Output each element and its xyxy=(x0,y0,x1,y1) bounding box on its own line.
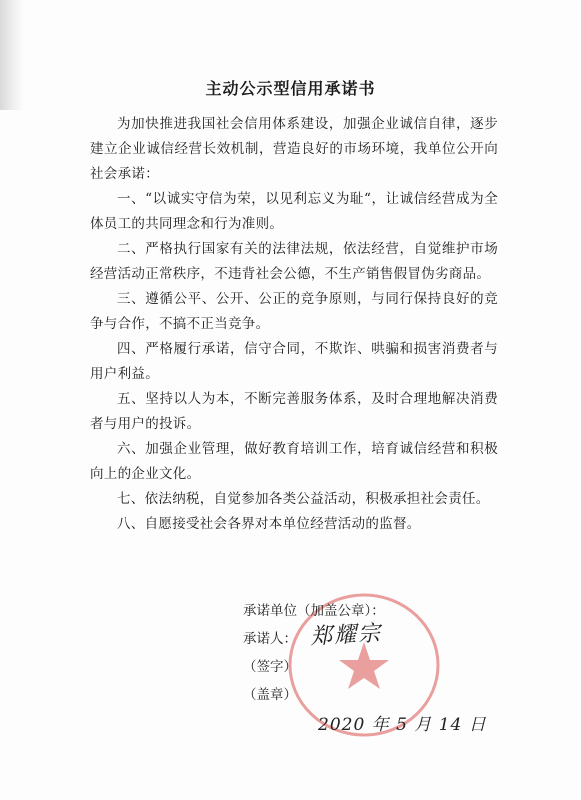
paragraph-intro: 为加快推进我国社会信用体系建设，加强企业诚信自律，逐步建立企业诚信经营长效机制，营造良好的市场环境，我单位公开向社会承诺： xyxy=(90,116,498,182)
sign-label: （签字） xyxy=(243,659,297,675)
paragraph-8: 八、自愿接受社会各界对本单位经营活动的监督。 xyxy=(117,516,421,532)
paragraph-4: 四、严格履行承诺，信守合同，不欺诈、哄骗和损害消费者与用户利益。 xyxy=(90,341,498,382)
signing-date: 2020 年 5 月 14 日 xyxy=(318,715,487,735)
document-title: 主动公示型信用承诺书 xyxy=(205,79,376,98)
paragraph-6: 六、加强企业管理，做好教育培训工作，培育诚信经营和积极向上的企业文化。 xyxy=(90,441,498,482)
commitment-unit-label: 承诺单位（加盖公章）： xyxy=(243,603,385,619)
handwritten-signature: 郑耀宗 xyxy=(309,621,383,650)
seal-label: （盖章） xyxy=(243,687,297,703)
paragraph-3: 三、遵循公平、公开、公正的竞争原则，与同行保持良好的竞争与合作，不搞不正当竞争。 xyxy=(90,291,498,332)
paragraph-1: 一、“以诚实守信为荣，以见利忘义为耻“，让诚信经营成为全体员工的共同理念和行为准则。 xyxy=(90,191,498,232)
paragraph-7: 七、依法纳税，自觉参加各类公益活动，积极承担社会责任。 xyxy=(117,491,490,507)
commitment-person-label: 承诺人： xyxy=(243,631,297,647)
paragraph-2: 二、严格执行国家有关的法律法规，依法经营，自觉维护市场经营活动正常秩序，不违背社会公德，不生产销售假冒伪劣商品。 xyxy=(90,241,498,282)
paragraph-5: 五、坚持以人为本，不断完善服务体系，及时合理地解决消费者与用户的投诉。 xyxy=(90,391,498,432)
document-body xyxy=(90,112,498,537)
